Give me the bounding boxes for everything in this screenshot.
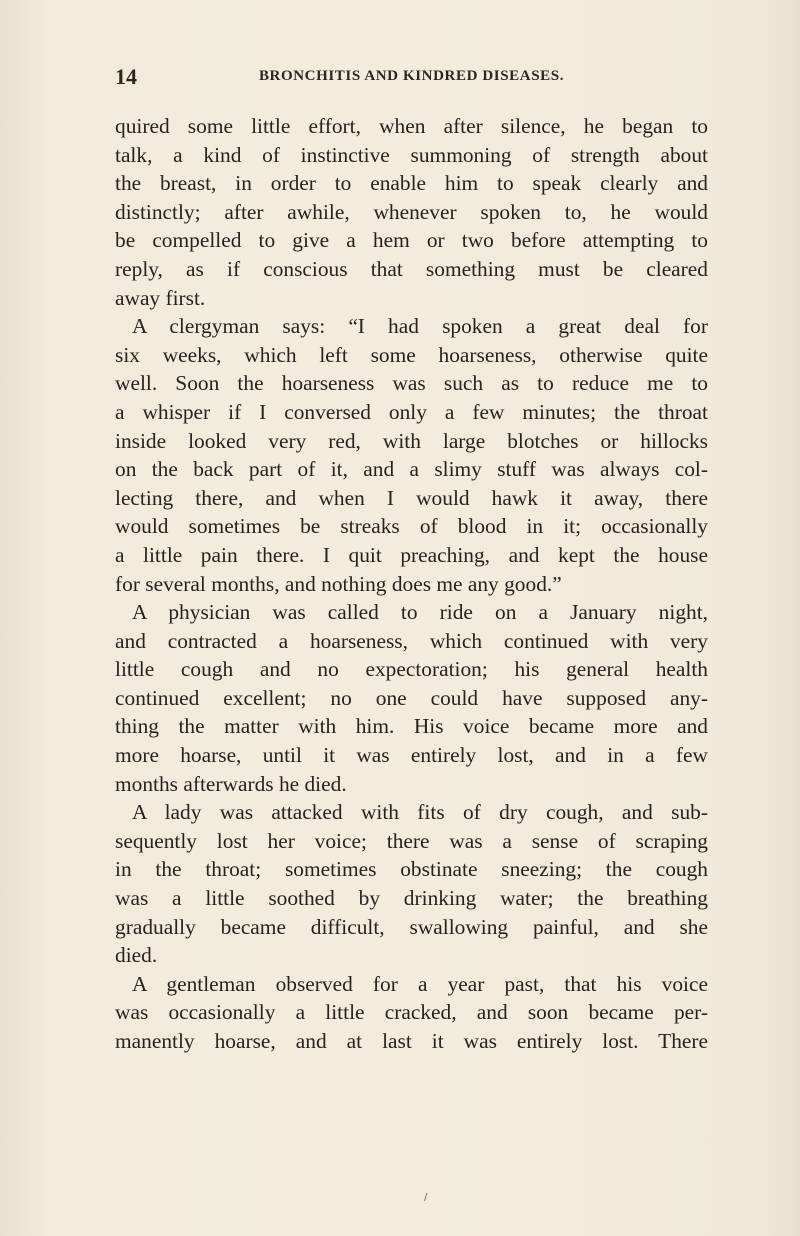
text-line: thing the matter with him. His voice became more and (115, 714, 708, 739)
body-text (115, 112, 708, 1056)
text-line: well. Soon the hoarseness was such as to reduce me to (115, 371, 708, 396)
text-line: on the back part of it, and a slimy stuff was always col- (115, 457, 708, 482)
stray-mark: / (424, 1192, 428, 1203)
text-line: for several months, and nothing does me any good.” (115, 571, 562, 596)
text-line: six weeks, which left some hoarseness, otherwise quite (115, 342, 708, 367)
text-line: be compelled to give a hem or two before attempting to (115, 228, 708, 253)
text-line: continued excellent; no one could have supposed any- (115, 685, 708, 710)
text-line: died. (115, 943, 158, 968)
page-number: 14 (115, 64, 137, 89)
text-line: A lady was attacked with fits of dry cough, and sub- (132, 800, 708, 825)
text-line: gradually became difficult, swallowing painful, and she (115, 914, 708, 939)
text-line: A gentleman observed for a year past, that his voice (132, 971, 708, 996)
text-line: the breast, in order to enable him to speak clearly and (115, 171, 708, 196)
text-line: and contracted a hoarseness, which continued with very (115, 628, 708, 653)
text-line: A physician was called to ride on a January night, (132, 600, 708, 625)
text-line: months afterwards he died. (115, 771, 347, 796)
text-line: quired some little effort, when after silence, he began to (115, 114, 708, 138)
running-head: BRONCHITIS AND KINDRED DISEASES. (258, 68, 565, 84)
text-line: A clergyman says: “I had spoken a great deal for (132, 314, 708, 339)
text-line: lecting there, and when I would hawk it away, there (115, 485, 708, 510)
text-line: distinctly; after awhile, whenever spoken to, he would (115, 199, 708, 224)
text-line: away first. (115, 285, 206, 310)
text-line: more hoarse, until it was entirely lost, and in a few (115, 743, 708, 768)
text-line: sequently lost her voice; there was a sense of scraping (115, 828, 708, 853)
text-line: manently hoarse, and at last it was entirely lost. There (115, 1029, 708, 1053)
page-header (115, 64, 708, 94)
text-line: little cough and no expectoration; his general health (115, 657, 708, 682)
text-line: in the throat; sometimes obstinate sneezing; the cough (115, 857, 708, 882)
text-line: a little pain there. I quit preaching, and kept the house (115, 542, 708, 567)
text-line: would sometimes be streaks of blood in it; occasionally (115, 514, 708, 539)
text-line: inside looked very red, with large blotches or hillocks (115, 428, 708, 453)
text-line: was occasionally a little cracked, and soon became per- (115, 1000, 708, 1025)
text-line: reply, as if conscious that something must be cleared (115, 256, 708, 281)
text-line: was a little soothed by drinking water; the breathing (115, 886, 708, 911)
text-line: a whisper if I conversed only a few minutes; the throat (115, 399, 708, 424)
text-line: talk, a kind of instinctive summoning of strength about (115, 142, 708, 167)
